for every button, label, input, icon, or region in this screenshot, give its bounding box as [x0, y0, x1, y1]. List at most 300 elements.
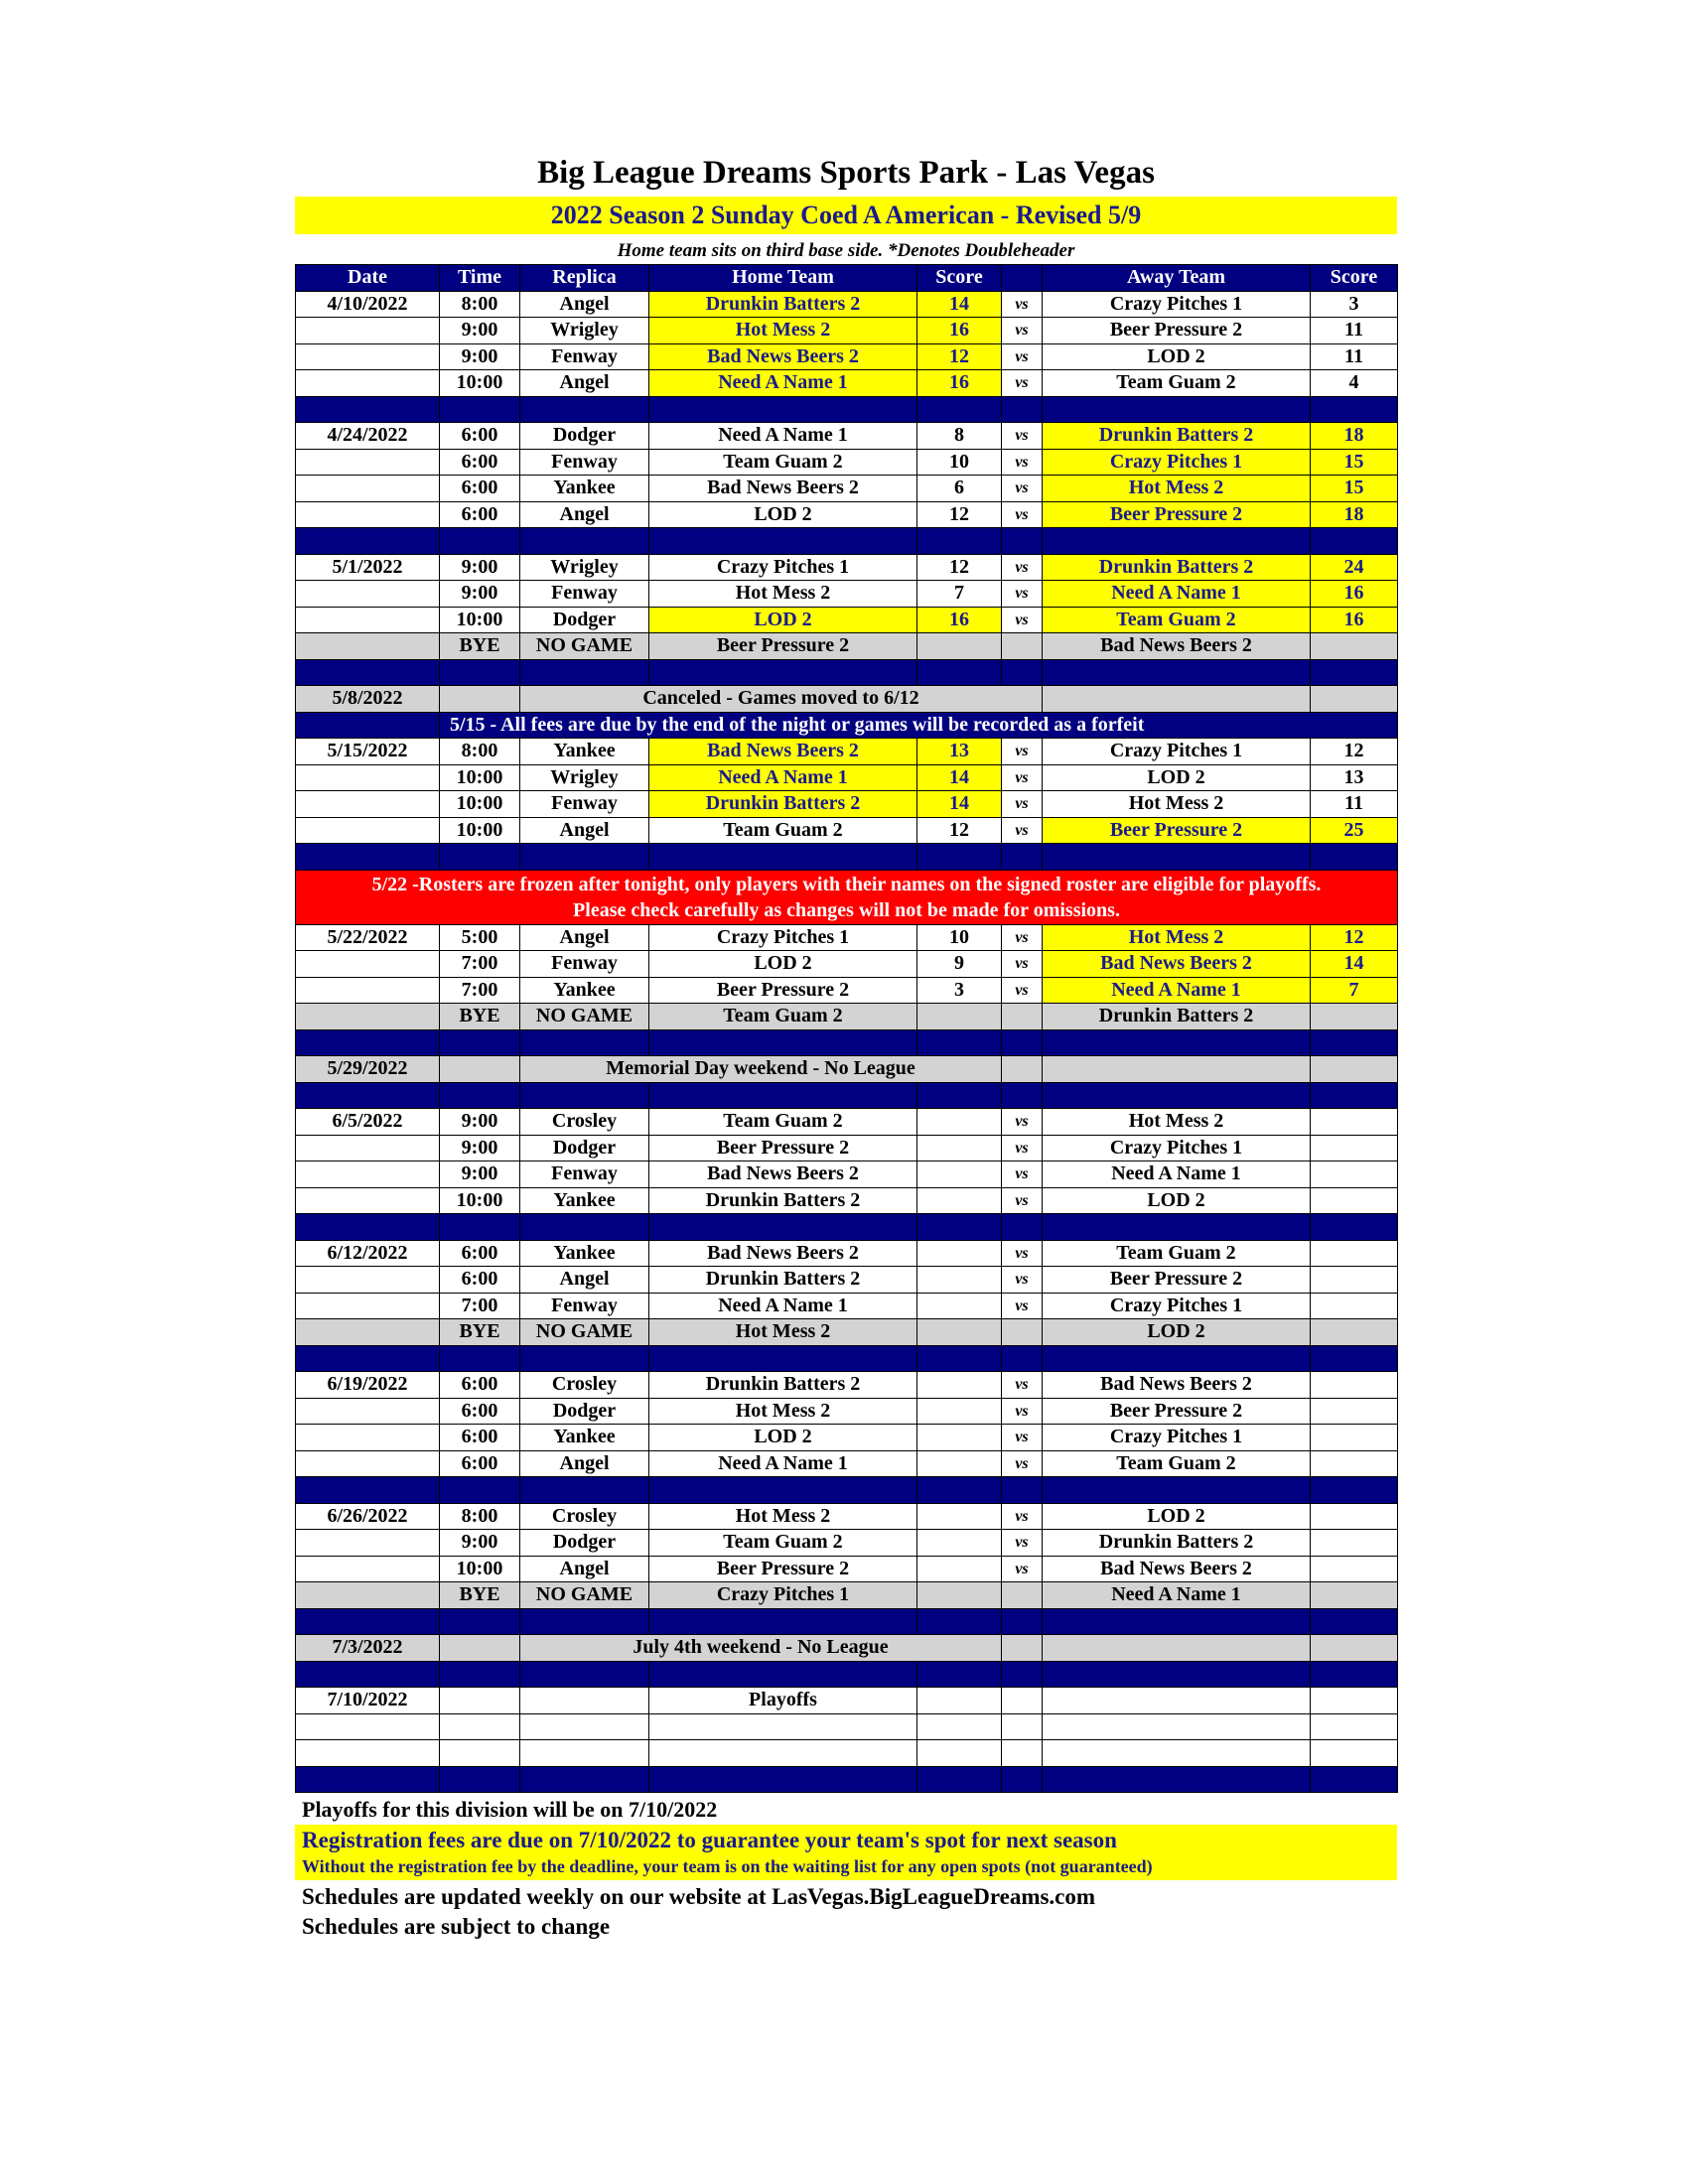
- table-row: [296, 476, 1398, 502]
- spacer-cell: [520, 528, 649, 555]
- field-cell: Dodger: [520, 1530, 649, 1557]
- spacer-cell: [1311, 396, 1398, 423]
- date-cell: [296, 1398, 440, 1425]
- time-cell: 6:00: [440, 449, 520, 476]
- time-cell: 7:00: [440, 977, 520, 1004]
- date-cell: [296, 1187, 440, 1214]
- time-cell: 6:00: [440, 1450, 520, 1477]
- away-score-cell: [1311, 1056, 1398, 1083]
- table-row: [296, 1187, 1398, 1214]
- home-score-cell: 10: [917, 449, 1002, 476]
- header-note: Home team sits on third base side. *Denotes Doubleheader: [617, 240, 1075, 261]
- vs-cell: vs: [1002, 977, 1043, 1004]
- away-score-cell: 24: [1311, 554, 1398, 581]
- home-team-cell: Crazy Pitches 1: [649, 924, 917, 951]
- spacer-cell: [917, 396, 1002, 423]
- spacer-cell: [917, 659, 1002, 686]
- blank-row: [296, 1713, 1398, 1740]
- date-cell: [296, 1004, 440, 1030]
- spacer-row: [296, 1214, 1398, 1241]
- home-team-cell: Beer Pressure 2: [649, 1135, 917, 1161]
- vs-cell: vs: [1002, 554, 1043, 581]
- time-cell: BYE: [440, 1004, 520, 1030]
- field-cell: Fenway: [520, 1293, 649, 1319]
- blank-cell: [296, 1740, 440, 1767]
- date-cell: [296, 607, 440, 633]
- spacer-cell: [917, 1345, 1002, 1372]
- away-score-cell: 16: [1311, 607, 1398, 633]
- time-cell: 7:00: [440, 951, 520, 978]
- table-row: [296, 977, 1398, 1004]
- spacer-cell: [440, 1661, 520, 1688]
- time-cell: 5:00: [440, 924, 520, 951]
- date-cell: 7/3/2022: [296, 1635, 440, 1662]
- away-score-cell: [1311, 1425, 1398, 1451]
- vs-cell: vs: [1002, 817, 1043, 844]
- home-team-cell: Team Guam 2: [649, 449, 917, 476]
- home-team-cell: Drunkin Batters 2: [649, 791, 917, 818]
- field-cell: Crosley: [520, 1372, 649, 1399]
- spacer-cell: [440, 528, 520, 555]
- field-cell: NO GAME: [520, 1319, 649, 1346]
- vs-cell: vs: [1002, 1135, 1043, 1161]
- time-cell: 7:00: [440, 1293, 520, 1319]
- change-note: Schedules are subject to change: [302, 1914, 611, 1939]
- vs-cell: vs: [1002, 1267, 1043, 1294]
- spacer-cell: [440, 1029, 520, 1056]
- date-cell: [296, 1450, 440, 1477]
- away-team-cell: Bad News Beers 2: [1043, 951, 1311, 978]
- field-cell: Yankee: [520, 1425, 649, 1451]
- vs-cell: vs: [1002, 343, 1043, 370]
- spacer-cell: [917, 1029, 1002, 1056]
- vs-cell: vs: [1002, 476, 1043, 502]
- field-cell: Angel: [520, 1556, 649, 1582]
- home-team-cell: Beer Pressure 2: [649, 1556, 917, 1582]
- vs-cell: vs: [1002, 1425, 1043, 1451]
- date-cell: [296, 951, 440, 978]
- spacer-cell: [440, 1477, 520, 1504]
- vs-cell: vs: [1002, 1109, 1043, 1136]
- away-team-cell: Hot Mess 2: [1043, 924, 1311, 951]
- spacer-cell: [520, 659, 649, 686]
- blank-cell: [1043, 1740, 1311, 1767]
- spacer-cell: [296, 1345, 440, 1372]
- home-score-cell: [917, 1450, 1002, 1477]
- spacer-row: [296, 1608, 1398, 1635]
- home-score-cell: 16: [917, 370, 1002, 397]
- spacer-cell: [917, 1082, 1002, 1109]
- spacer-cell: [1043, 1608, 1311, 1635]
- spacer-cell: [440, 1766, 520, 1793]
- spacer-cell: [440, 844, 520, 871]
- spacer-cell: [1002, 1082, 1043, 1109]
- home-score-cell: [917, 1004, 1002, 1030]
- table-row: [296, 581, 1398, 608]
- spacer-cell: [1043, 1214, 1311, 1241]
- schedule-body: [296, 291, 1398, 1793]
- away-team-cell: Crazy Pitches 1: [1043, 291, 1311, 318]
- home-team-cell: Playoffs: [649, 1688, 917, 1714]
- col-header-time: Time: [440, 265, 520, 292]
- vs-cell: [1002, 1319, 1043, 1346]
- home-score-cell: 12: [917, 501, 1002, 528]
- time-cell: 9:00: [440, 1109, 520, 1136]
- home-score-cell: 12: [917, 343, 1002, 370]
- vs-cell: vs: [1002, 318, 1043, 344]
- table-row: [296, 1688, 1398, 1714]
- table-row: [296, 1267, 1398, 1294]
- spacer-cell: [1002, 1477, 1043, 1504]
- away-score-cell: [1311, 1450, 1398, 1477]
- field-cell: Angel: [520, 817, 649, 844]
- time-cell: 10:00: [440, 1187, 520, 1214]
- spacer-cell: [440, 1608, 520, 1635]
- field-cell: Wrigley: [520, 554, 649, 581]
- blank-cell: [1043, 1713, 1311, 1740]
- time-cell: 10:00: [440, 764, 520, 791]
- blank-cell: [917, 1713, 1002, 1740]
- field-cell: Dodger: [520, 1398, 649, 1425]
- date-cell: [296, 1425, 440, 1451]
- spacer-cell: [296, 1661, 440, 1688]
- col-header-vs: [1002, 265, 1043, 292]
- field-cell: Yankee: [520, 739, 649, 765]
- vs-cell: vs: [1002, 924, 1043, 951]
- away-score-cell: [1311, 1556, 1398, 1582]
- away-score-cell: [1311, 1293, 1398, 1319]
- field-cell: Fenway: [520, 581, 649, 608]
- spacer-row: [296, 1082, 1398, 1109]
- time-cell: 6:00: [440, 1398, 520, 1425]
- spacer-cell: [917, 1661, 1002, 1688]
- away-score-cell: 11: [1311, 343, 1398, 370]
- away-team-cell: Bad News Beers 2: [1043, 1556, 1311, 1582]
- date-cell: 5/22/2022: [296, 924, 440, 951]
- spacer-cell: [520, 1029, 649, 1056]
- page-subtitle: 2022 Season 2 Sunday Coed A American - Revised 5/9: [295, 197, 1397, 234]
- blank-cell: [1002, 1740, 1043, 1767]
- blank-cell: [1002, 1713, 1043, 1740]
- date-cell: [296, 1293, 440, 1319]
- spacer-cell: [1043, 396, 1311, 423]
- spacer-cell: [296, 528, 440, 555]
- blank-cell: [520, 1713, 649, 1740]
- away-team-cell: [1311, 686, 1398, 713]
- time-cell: BYE: [440, 1319, 520, 1346]
- blank-cell: [1311, 1740, 1398, 1767]
- spacer-cell: [520, 1477, 649, 1504]
- date-cell: [296, 633, 440, 660]
- table-row: [296, 607, 1398, 633]
- away-score-cell: [1311, 1161, 1398, 1188]
- field-cell: Fenway: [520, 449, 649, 476]
- vs-cell: vs: [1002, 581, 1043, 608]
- vs-cell: [1002, 1688, 1043, 1714]
- time-cell: 10:00: [440, 817, 520, 844]
- bye-team-cell: Hot Mess 2: [649, 1319, 917, 1346]
- field-cell: Crosley: [520, 1503, 649, 1530]
- footer: [295, 1793, 1397, 1942]
- away-team-cell: Crazy Pitches 1: [1043, 1135, 1311, 1161]
- time-cell: 9:00: [440, 581, 520, 608]
- table-row: [296, 1450, 1398, 1477]
- blank-cell: [649, 1713, 917, 1740]
- spacer-cell: [440, 1214, 520, 1241]
- home-team-cell: LOD 2: [649, 951, 917, 978]
- home-score-cell: [917, 1503, 1002, 1530]
- away-score-cell: 4: [1311, 370, 1398, 397]
- date-cell: [296, 1267, 440, 1294]
- home-team-cell: Crazy Pitches 1: [649, 554, 917, 581]
- spacer-cell: [649, 1661, 917, 1688]
- spacer-cell: [1043, 844, 1311, 871]
- spacer-row: [296, 1477, 1398, 1504]
- away-score-cell: 18: [1311, 501, 1398, 528]
- date-cell: 6/19/2022: [296, 1372, 440, 1399]
- field-cell: Angel: [520, 291, 649, 318]
- away-score-cell: [1311, 1135, 1398, 1161]
- table-row: [296, 924, 1398, 951]
- home-score-cell: 6: [917, 476, 1002, 502]
- table-row: [296, 423, 1398, 450]
- home-score-cell: [917, 1293, 1002, 1319]
- vs-cell: vs: [1002, 739, 1043, 765]
- spacer-cell: [1002, 396, 1043, 423]
- date-cell: 5/29/2022: [296, 1056, 440, 1083]
- away-team-cell: Crazy Pitches 1: [1043, 1293, 1311, 1319]
- spacer-cell: [1043, 528, 1311, 555]
- col-header-replica: Replica: [520, 265, 649, 292]
- home-team-cell: Team Guam 2: [649, 1530, 917, 1557]
- field-cell: Angel: [520, 1267, 649, 1294]
- blank-cell: [520, 1740, 649, 1767]
- vs-cell: vs: [1002, 791, 1043, 818]
- vs-cell: vs: [1002, 1293, 1043, 1319]
- away-score-cell: 15: [1311, 449, 1398, 476]
- roster-banner: [296, 870, 1398, 924]
- table-row: [296, 1398, 1398, 1425]
- field-cell: Crosley: [520, 1109, 649, 1136]
- table-row: [296, 1240, 1398, 1267]
- away-score-cell: [1311, 1004, 1398, 1030]
- time-cell: 8:00: [440, 291, 520, 318]
- spacer-cell: [520, 844, 649, 871]
- table-row: [296, 554, 1398, 581]
- home-score-cell: [917, 1135, 1002, 1161]
- date-cell: [296, 343, 440, 370]
- away-score-cell: 3: [1311, 291, 1398, 318]
- time-cell: 9:00: [440, 318, 520, 344]
- away-team-cell: Crazy Pitches 1: [1043, 449, 1311, 476]
- table-header-row: [296, 265, 1398, 292]
- bye-team-cell: Crazy Pitches 1: [649, 1582, 917, 1609]
- table-row: [296, 791, 1398, 818]
- away-score-cell: 25: [1311, 817, 1398, 844]
- spacer-cell: [1311, 844, 1398, 871]
- vs-cell: vs: [1002, 449, 1043, 476]
- table-row: [296, 343, 1398, 370]
- message-row: [296, 686, 1398, 713]
- spacer-row: [296, 1345, 1398, 1372]
- blank-cell: [440, 1740, 520, 1767]
- home-team-cell: LOD 2: [649, 1425, 917, 1451]
- vs-cell: vs: [1002, 1372, 1043, 1399]
- home-team-cell: Beer Pressure 2: [649, 977, 917, 1004]
- field-cell: NO GAME: [520, 1582, 649, 1609]
- table-row: [296, 291, 1398, 318]
- field-cell: Yankee: [520, 476, 649, 502]
- message-cell: Memorial Day weekend - No League: [520, 1056, 1002, 1083]
- table-row: [296, 1372, 1398, 1399]
- away-team-cell: Beer Pressure 2: [1043, 817, 1311, 844]
- away-team-cell: LOD 2: [1043, 343, 1311, 370]
- spacer-cell: [649, 659, 917, 686]
- time-cell: 10:00: [440, 607, 520, 633]
- vs-cell: [1002, 1635, 1043, 1662]
- away-score-cell: 7: [1311, 977, 1398, 1004]
- message-row: [296, 1635, 1398, 1662]
- field-cell: Yankee: [520, 977, 649, 1004]
- bye-team-cell: Drunkin Batters 2: [1043, 1004, 1311, 1030]
- vs-cell: [1043, 686, 1311, 713]
- spacer-cell: [649, 1082, 917, 1109]
- spacer-cell: [1043, 1661, 1311, 1688]
- spacer-cell: [917, 528, 1002, 555]
- away-team-cell: Crazy Pitches 1: [1043, 739, 1311, 765]
- away-team-cell: Beer Pressure 2: [1043, 318, 1311, 344]
- field-cell: Fenway: [520, 343, 649, 370]
- time-cell: [440, 1635, 520, 1662]
- date-cell: 5/1/2022: [296, 554, 440, 581]
- away-score-cell: 15: [1311, 476, 1398, 502]
- home-score-cell: 9: [917, 951, 1002, 978]
- date-cell: 7/10/2022: [296, 1688, 440, 1714]
- vs-cell: vs: [1002, 951, 1043, 978]
- away-team-cell: Beer Pressure 2: [1043, 1267, 1311, 1294]
- home-team-cell: Drunkin Batters 2: [649, 1372, 917, 1399]
- playoffs-note: Playoffs for this division will be on 7/10/2022: [302, 1797, 718, 1822]
- spacer-cell: [296, 1766, 440, 1793]
- date-cell: [296, 764, 440, 791]
- away-score-cell: 14: [1311, 951, 1398, 978]
- home-score-cell: 7: [917, 581, 1002, 608]
- time-cell: 6:00: [440, 476, 520, 502]
- spacer-cell: [440, 396, 520, 423]
- time-cell: 8:00: [440, 1503, 520, 1530]
- vs-cell: [1002, 1582, 1043, 1609]
- bye-row: [296, 633, 1398, 660]
- away-score-cell: [1311, 1109, 1398, 1136]
- home-team-cell: LOD 2: [649, 607, 917, 633]
- spacer-cell: [1002, 1214, 1043, 1241]
- home-score-cell: [917, 1556, 1002, 1582]
- table-row: [296, 951, 1398, 978]
- bye-row: [296, 1004, 1398, 1030]
- bye-team-cell: Beer Pressure 2: [649, 633, 917, 660]
- vs-cell: vs: [1002, 764, 1043, 791]
- home-score-cell: [917, 1187, 1002, 1214]
- spacer-cell: [917, 1214, 1002, 1241]
- home-team-cell: LOD 2: [649, 501, 917, 528]
- time-cell: 6:00: [440, 1425, 520, 1451]
- blank-cell: [649, 1740, 917, 1767]
- field-cell: NO GAME: [520, 633, 649, 660]
- spacer-cell: [1311, 1608, 1398, 1635]
- away-team-cell: LOD 2: [1043, 1187, 1311, 1214]
- date-cell: [296, 318, 440, 344]
- spacer-cell: [1043, 1082, 1311, 1109]
- away-team-cell: Hot Mess 2: [1043, 791, 1311, 818]
- spacer-cell: [520, 1608, 649, 1635]
- field-cell: Fenway: [520, 951, 649, 978]
- date-cell: 6/12/2022: [296, 1240, 440, 1267]
- away-score-cell: 18: [1311, 423, 1398, 450]
- table-row: [296, 318, 1398, 344]
- spacer-cell: [917, 1477, 1002, 1504]
- schedule-table: [295, 264, 1398, 1793]
- home-score-cell: 8: [917, 423, 1002, 450]
- away-score-cell: 12: [1311, 739, 1398, 765]
- vs-cell: vs: [1002, 291, 1043, 318]
- home-score-cell: [917, 1240, 1002, 1267]
- spacer-cell: [917, 1608, 1002, 1635]
- spacer-cell: [1311, 1661, 1398, 1688]
- spacer-cell: [296, 1029, 440, 1056]
- time-cell: 6:00: [440, 1267, 520, 1294]
- away-team-cell: [1043, 1688, 1311, 1714]
- spacer-cell: [1002, 1029, 1043, 1056]
- date-cell: [296, 1135, 440, 1161]
- date-cell: [296, 1556, 440, 1582]
- away-score-cell: 12: [1311, 924, 1398, 951]
- away-team-cell: LOD 2: [1043, 764, 1311, 791]
- spacer-cell: [649, 396, 917, 423]
- home-team-cell: Hot Mess 2: [649, 581, 917, 608]
- spacer-cell: [520, 1345, 649, 1372]
- spacer-row: [296, 844, 1398, 871]
- away-team-cell: Crazy Pitches 1: [1043, 1425, 1311, 1451]
- date-cell: 6/26/2022: [296, 1503, 440, 1530]
- spacer-cell: [649, 844, 917, 871]
- message-row: [296, 1056, 1398, 1083]
- spacer-cell: [520, 1082, 649, 1109]
- away-team-cell: Team Guam 2: [1043, 1240, 1311, 1267]
- bye-row: [296, 1582, 1398, 1609]
- spacer-cell: [296, 1477, 440, 1504]
- home-score-cell: 10: [917, 924, 1002, 951]
- vs-cell: [1002, 633, 1043, 660]
- spacer-cell: [296, 659, 440, 686]
- field-cell: Fenway: [520, 1161, 649, 1188]
- home-team-cell: Need A Name 1: [649, 370, 917, 397]
- home-score-cell: 13: [917, 739, 1002, 765]
- home-team-cell: Hot Mess 2: [649, 1503, 917, 1530]
- table-row: [296, 449, 1398, 476]
- spacer-cell: [649, 1345, 917, 1372]
- field-cell: Wrigley: [520, 318, 649, 344]
- away-score-cell: 11: [1311, 791, 1398, 818]
- away-score-cell: 11: [1311, 318, 1398, 344]
- spacer-cell: [1311, 528, 1398, 555]
- away-team-cell: Team Guam 2: [1043, 607, 1311, 633]
- away-score-cell: [1311, 1582, 1398, 1609]
- blank-row: [296, 1740, 1398, 1767]
- spacer-cell: [1043, 1345, 1311, 1372]
- blank-cell: [917, 1740, 1002, 1767]
- spacer-cell: [1002, 659, 1043, 686]
- spacer-cell: [1002, 844, 1043, 871]
